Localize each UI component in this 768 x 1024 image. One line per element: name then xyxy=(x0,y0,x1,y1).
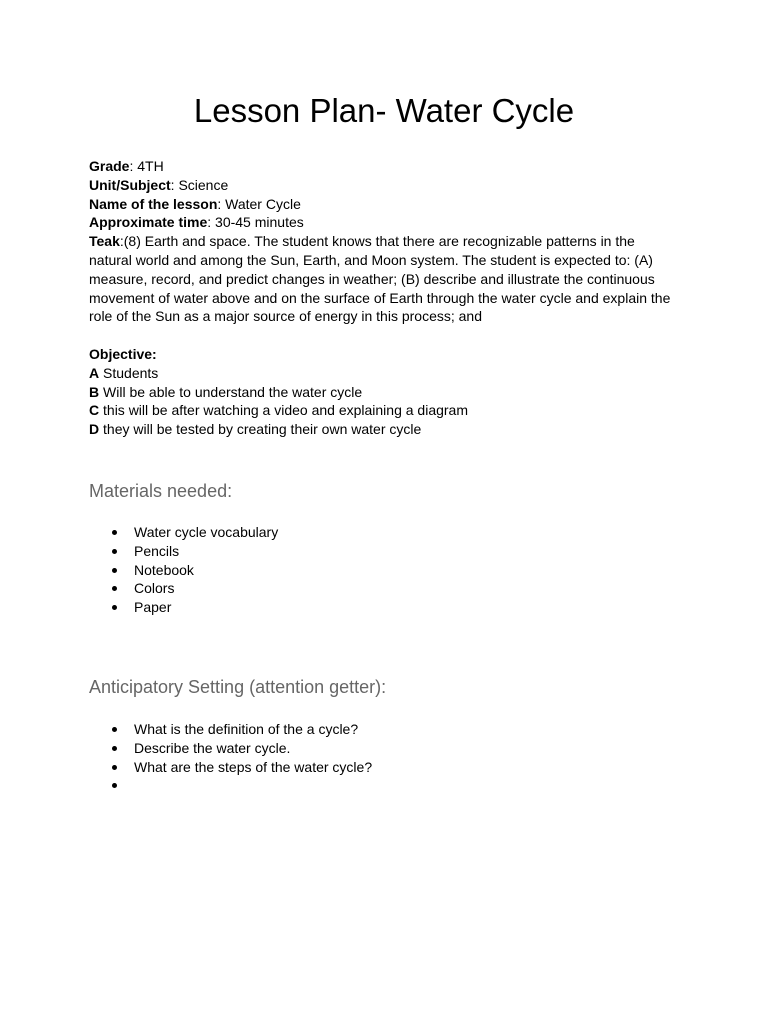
list-item xyxy=(112,720,372,739)
objective-item xyxy=(89,383,689,402)
list-item xyxy=(112,542,278,561)
objective-text: this will be after watching a video and explaining a diagram xyxy=(99,402,469,419)
page-title: Lesson Plan- Water Cycle xyxy=(193,92,575,129)
objective-item xyxy=(89,364,689,383)
list-item-text: What is the definition of the a cycle? xyxy=(134,721,359,737)
list-item xyxy=(112,739,372,758)
anticipatory-list xyxy=(112,720,372,795)
lesson-name-value: : Water Cycle xyxy=(217,195,301,212)
list-item-text: Describe the water cycle. xyxy=(134,739,291,756)
time-label: Approximate time xyxy=(89,214,208,231)
list-item xyxy=(112,758,372,777)
list-item-text: Pencils xyxy=(134,542,180,559)
list-item xyxy=(112,579,278,598)
objective-item xyxy=(89,401,689,420)
lesson-info xyxy=(89,157,689,326)
objective-heading-text: Objective: xyxy=(89,346,157,362)
objective-text: Students xyxy=(99,364,159,381)
list-item xyxy=(112,523,278,542)
bullet-icon xyxy=(112,605,117,610)
list-item xyxy=(112,561,278,580)
list-item xyxy=(112,776,372,795)
objective-section xyxy=(89,345,689,439)
grade-label: Grade xyxy=(89,158,130,174)
unit-line xyxy=(89,176,689,195)
objective-letter: D xyxy=(89,421,100,438)
materials-heading: Materials needed: xyxy=(89,481,233,501)
objective-item xyxy=(89,420,689,439)
teks-label: Teak xyxy=(89,233,120,250)
grade-value: : 4TH xyxy=(129,158,164,174)
unit-label: Unit/Subject xyxy=(89,176,171,193)
bullet-icon xyxy=(112,586,117,591)
list-item-text: What are the steps of the water cycle? xyxy=(134,758,373,775)
unit-value: : Science xyxy=(170,176,229,193)
list-item-text: Paper xyxy=(134,599,172,616)
list-item-text: Notebook xyxy=(134,561,194,578)
bullet-icon xyxy=(112,727,117,732)
time-value: : 30-45 minutes xyxy=(207,214,304,231)
bullet-icon xyxy=(112,765,117,770)
bullet-icon xyxy=(112,746,117,751)
objective-text: Will be able to understand the water cycle xyxy=(99,383,363,400)
objective-letter: B xyxy=(89,383,100,400)
time-line xyxy=(89,213,689,232)
bullet-icon xyxy=(112,549,117,554)
grade-line xyxy=(89,157,689,176)
list-item-text: Colors xyxy=(134,580,175,597)
lesson-name-label: Name of the lesson xyxy=(89,195,218,212)
bullet-icon xyxy=(112,783,117,788)
anticipatory-heading: Anticipatory Setting (attention getter): xyxy=(89,677,387,697)
bullet-icon xyxy=(112,530,117,535)
list-item xyxy=(112,598,278,617)
materials-list xyxy=(112,523,278,617)
bullet-icon xyxy=(112,568,117,573)
objective-letter: A xyxy=(89,364,100,381)
lesson-name-line xyxy=(89,195,689,214)
objective-heading xyxy=(89,345,689,364)
teks-paragraph xyxy=(89,232,681,326)
teks-value: :(8) Earth and space. The student knows that there are recognizable patterns in the natural world and among the Sun, Earth, and Moon system. The student is expected to: (A) measure, record, and predict changes in weather; (B) describe and illustrate the continuous movement of water above and on the surface of Earth through the water cycle and explain the role of the Sun as a major source of energy in this process; and xyxy=(89,233,671,325)
list-item-text: Water cycle vocabulary xyxy=(134,524,279,540)
objective-letter: C xyxy=(89,402,100,419)
objective-text: they will be tested by creating their own water cycle xyxy=(99,421,422,438)
